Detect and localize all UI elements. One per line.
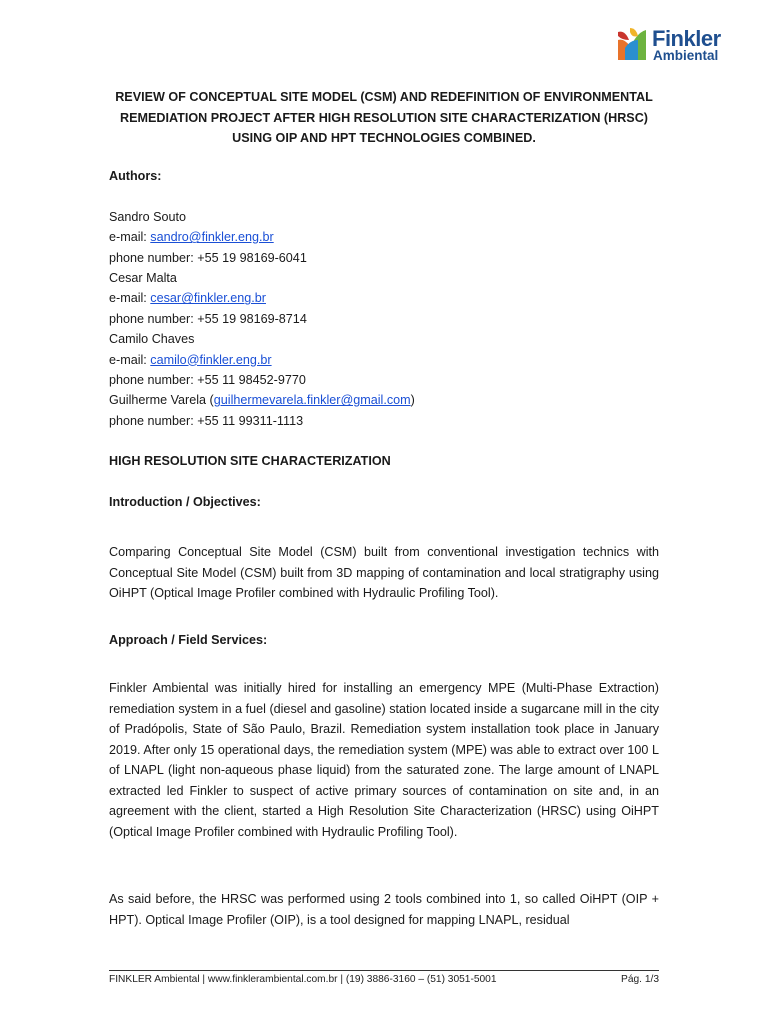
finkler-logo xyxy=(616,26,740,66)
hrsc-text: As said before, the HRSC was performed using 2 tools combined into 1, so called OiHPT (OIP + HPT). Optical Image Profiler (OIP), is a tool designed for mapping LNAPL, residual xyxy=(109,892,659,927)
author-phone: phone number: +55 11 99311-1113 xyxy=(109,413,304,428)
author-name-email-line xyxy=(109,390,659,410)
approach-heading: Approach / Field Services: xyxy=(109,633,268,647)
footer-text: FINKLER Ambiental | www.finklerambiental.com.br | (19) 3886-3160 – (51) 3051-5001 xyxy=(109,974,497,985)
footer-divider xyxy=(109,970,659,971)
author-phone: phone number: +55 11 98452-9770 xyxy=(109,372,306,387)
email-link[interactable]: sandro@finkler.eng.br xyxy=(150,230,274,245)
page-number: Pág. 1/3 xyxy=(621,974,659,985)
approach-text: Finkler Ambiental was initially hired for installing an emergency MPE (Multi-Phase Extraction) remediation system in a fuel (diesel and gasoline) station located inside a sugarcane mill in the city of Pradópolis, State of São Paulo, Brazil. Remediation system installation took place in January 2019. After only 15 operational days, the remediation system (MPE) was able to extract over 100 L of LNAPL (light non-aqueous phase liquid) from the saturated zone. The large amount of LNAPL extracted led Finkler to suspect of active primary sources of contamination on site and, in an agreement with the client, started a High Resolution Site Characterization (HRSC) using OiHPT (Optical Image Profiler combined with Hydraulic Profiling Tool). xyxy=(109,681,659,839)
author-name: Camilo Chaves xyxy=(109,332,195,347)
paren-close: ) xyxy=(410,393,415,408)
email-link[interactable]: guilhermevarela.finkler@gmail.com xyxy=(213,393,411,408)
section-heading: HIGH RESOLUTION SITE CHARACTERIZATION xyxy=(109,454,391,469)
intro-paragraph xyxy=(109,542,659,604)
authors-section xyxy=(109,166,659,513)
authors-heading: Authors: xyxy=(109,169,162,183)
author-phone: phone number: +55 19 98169-8714 xyxy=(109,311,307,326)
email-label: e-mail: xyxy=(109,230,151,245)
author-email-line xyxy=(109,288,659,308)
intro-heading: Introduction / Objectives: xyxy=(109,495,261,510)
email-link[interactable]: cesar@finkler.eng.br xyxy=(150,291,266,306)
logo-name: Finkler xyxy=(652,26,721,51)
author-name: Sandro Souto xyxy=(109,209,187,224)
finkler-logo-icon xyxy=(616,26,648,62)
email-link[interactable]: camilo@finkler.eng.br xyxy=(150,352,272,367)
author-name: Guilherme Varela ( xyxy=(109,393,214,408)
logo-subtitle: Ambiental xyxy=(653,48,719,63)
author-name: Cesar Malta xyxy=(109,270,177,285)
author-email-line xyxy=(109,227,659,247)
hrsc-paragraph xyxy=(109,889,659,930)
approach-paragraph xyxy=(109,678,659,842)
email-label: e-mail: xyxy=(109,291,151,306)
author-email-line xyxy=(109,350,659,370)
author-phone: phone number: +55 19 98169-6041 xyxy=(109,250,307,265)
document-title: REVIEW OF CONCEPTUAL SITE MODEL (CSM) AND REDEFINITION OF ENVIRONMENTAL REMEDIATION PROJECT AFTER HIGH RESOLUTION SITE CHARACTERIZATION (HRSC) USING OIP AND HPT TECHNOLOGIES COMBINED. xyxy=(115,90,653,145)
email-label: e-mail: xyxy=(109,352,151,367)
page-footer xyxy=(109,974,659,985)
intro-text: Comparing Conceptual Site Model (CSM) built from conventional investigation technics with Conceptual Site Model (CSM) built from 3D mapping of contamination and local stratigraphy using OiHPT (Optical Image Profiler combined with Hydraulic Profiling Tool). xyxy=(109,545,659,600)
